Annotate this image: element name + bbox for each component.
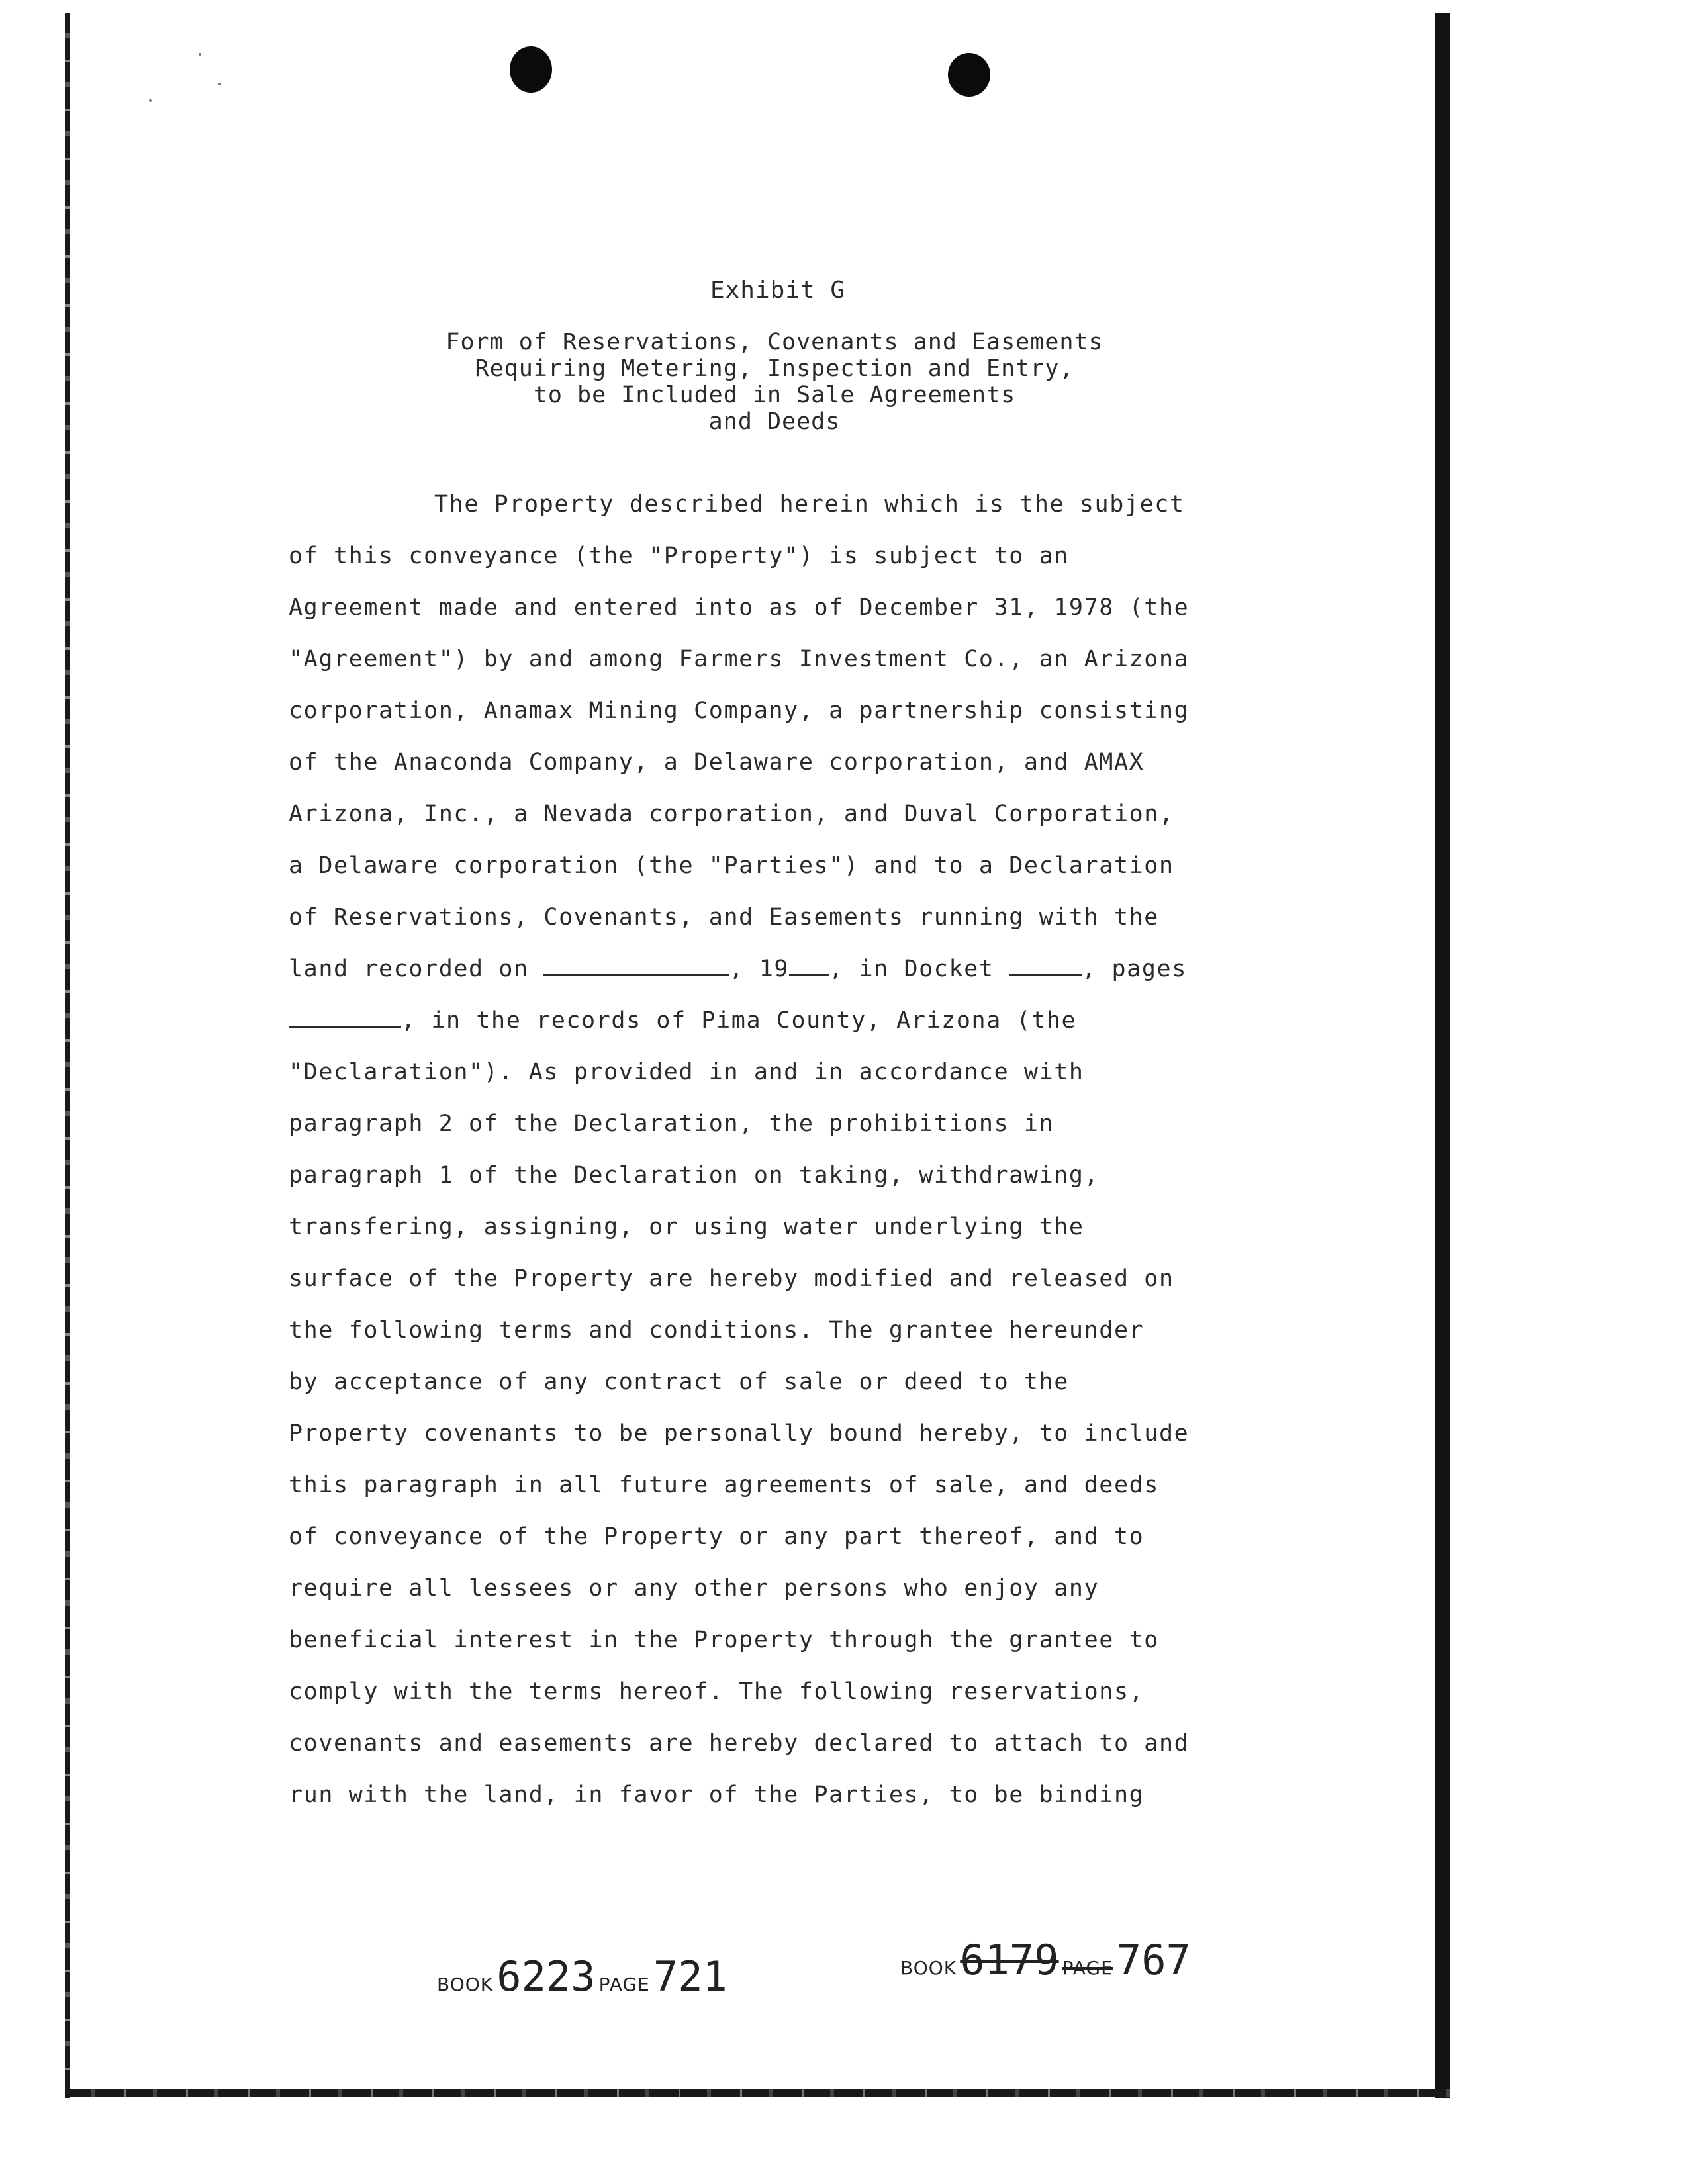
body-line: require all lessees or any other persons who enjoy any	[289, 1575, 1100, 1602]
body-line: by acceptance of any contract of sale or deed to the	[289, 1369, 1069, 1395]
records-text: , in the records of Pima County, Arizona (the	[401, 1007, 1077, 1034]
year-blank	[789, 957, 829, 976]
scan-speck	[149, 99, 152, 102]
body-line: Property covenants to be personally bound hereby, to include	[289, 1420, 1190, 1447]
page-right-edge	[1435, 13, 1450, 2098]
body-paragraph	[289, 491, 1255, 1833]
book-page-stamp-left	[437, 1952, 727, 2001]
body-line: of conveyance of the Property or any part thereof, and to	[289, 1524, 1145, 1550]
body-line: covenants and easements are hereby declared to attach to and	[289, 1730, 1190, 1756]
page-label: PAGE	[598, 1974, 650, 1995]
punch-hole-left	[510, 46, 552, 93]
subtitle-line: and Deeds	[708, 408, 841, 435]
body-line: transfering, assigning, or using water underlying the	[289, 1214, 1084, 1240]
body-line: Arizona, Inc., a Nevada corporation, and Duval Corporation,	[289, 801, 1174, 827]
year-prefix: , 19	[729, 956, 790, 982]
body-line: of Reservations, Covenants, and Easements running with the	[289, 904, 1159, 931]
subtitle-line: Form of Reservations, Covenants and Easements	[445, 329, 1103, 355]
body-line: The Property described herein which is the subject	[434, 491, 1185, 518]
body-line: "Declaration"). As provided in and in accordance with	[289, 1059, 1084, 1085]
subtitle-line: Requiring Metering, Inspection and Entry,	[475, 355, 1074, 382]
body-line: comply with the terms hereof. The following reservations,	[289, 1678, 1145, 1705]
body-line: paragraph 1 of the Declaration on taking, withdrawing,	[289, 1162, 1100, 1189]
document-subtitle	[344, 329, 1205, 435]
page-number: 721	[653, 1952, 727, 2001]
body-line: the following terms and conditions. The grantee hereunder	[289, 1317, 1145, 1343]
date-blank	[543, 957, 729, 976]
body-line: of the Anaconda Company, a Delaware corporation, and AMAX	[289, 749, 1145, 776]
body-line: "Agreement") by and among Farmers Investment Co., an Arizona	[289, 646, 1190, 672]
book-label: BOOK	[900, 1957, 957, 1979]
book-number: 6223	[496, 1952, 596, 2001]
book-number: 6179	[960, 1936, 1059, 1984]
body-line: corporation, Anamax Mining Company, a partnership consisting	[289, 698, 1190, 724]
body-line: paragraph 2 of the Declaration, the prohibitions in	[289, 1111, 1055, 1137]
book-label: BOOK	[437, 1974, 494, 1995]
scan-speck	[199, 53, 201, 56]
docket-blank	[1009, 957, 1082, 976]
body-line: this paragraph in all future agreements of sale, and deeds	[289, 1472, 1159, 1498]
page-left-edge	[65, 13, 70, 2098]
punch-hole-right	[948, 53, 990, 97]
scan-speck	[218, 83, 221, 85]
book-page-stamp-right	[900, 1936, 1191, 1984]
body-line: of this conveyance (the "Property") is subject to an	[289, 543, 1069, 569]
page-number: 767	[1116, 1936, 1191, 1984]
body-line: Agreement made and entered into as of December 31, 1978 (the	[289, 594, 1190, 621]
body-line: surface of the Property are hereby modified and released on	[289, 1265, 1174, 1292]
pages-blank	[289, 1009, 401, 1028]
body-line-pages	[289, 1007, 1255, 1059]
body-line: a Delaware corporation (the "Parties") and to a Declaration	[289, 852, 1174, 879]
pages-text: , pages	[1082, 956, 1187, 982]
page-label: PAGE	[1062, 1957, 1113, 1979]
subtitle-line: to be Included in Sale Agreements	[533, 382, 1016, 408]
exhibit-title: Exhibit G	[710, 277, 846, 304]
body-line-recording	[289, 956, 1255, 1007]
body-line: beneficial interest in the Property through the grantee to	[289, 1627, 1159, 1653]
page-bottom-edge	[65, 2089, 1450, 2097]
docket-text: , in Docket	[829, 956, 1009, 982]
body-line: run with the land, in favor of the Parties, to be binding	[289, 1782, 1145, 1808]
recording-text: land recorded on	[289, 956, 544, 982]
